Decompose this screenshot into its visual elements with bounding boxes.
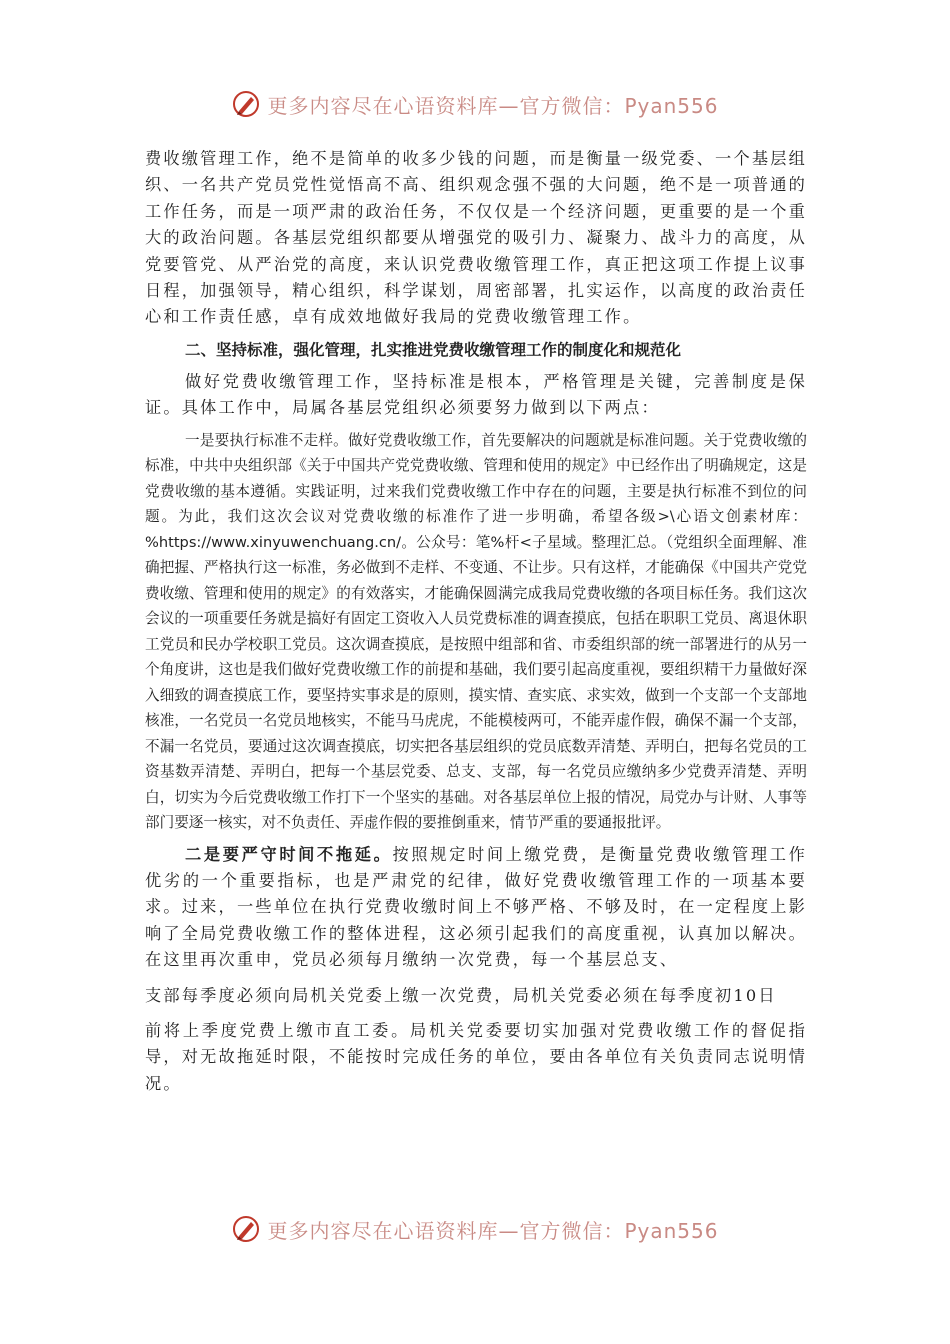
paragraph-2: 做好党费收缴管理工作，坚持标准是根本，严格管理是关键，完善制度是保证。具体工作中，局属各基层党组织必须要努力做到以下两点： bbox=[145, 371, 807, 418]
paragraph-6: 前将上季度党费上缴市直工委。局机关党委要切实加强对党费收缴工作的督促指导，对无故拖延时限，不能按时完成任务的单位，要由各单位有关负责同志说明情况。 bbox=[145, 1020, 807, 1093]
pen-logo-icon bbox=[231, 89, 261, 119]
paragraph-4-rest: 按照规定时间上缴党费，是衡量党费收缴管理工作优劣的一个重要指标，也是严肃党的纪律，做好党费收缴管理工作的一项基本要求。过来，一些单位在执行党费收缴时间上不够严格、不够及时，在一定程度上影响了全局党费收缴工作的整体进程，这必须引起我们的高度重视，认真加以解决。在这里再次重申，党员必须每月缴纳一次党费，每一个基层总支、 bbox=[145, 844, 808, 970]
paragraph-1: 费收缴管理工作，绝不是简单的收多少钱的问题，而是衡量一级党委、一个基层组织、一名共产党员党性觉悟高不高、组织观念强不强的大问题，绝不是一项普通的工作任务，而是一项严肃的政治任务，不仅仅是一个经济问题，更重要的是一个重大的政治问题。各基层党组织都要从增强党的吸引力、凝聚力、战斗力的高度，从党要管党、从严治党的高度，来认识党费收缴管理工作，真正把这项工作提上议事日程，加强领导，精心组织，科学谋划，周密部署，扎实运作，以高度的政治责任心和工作责任感，卓有成效地做好我局的党费收缴管理工作。 bbox=[145, 149, 807, 327]
banner-text: 更多内容尽在心语资料库—官方微信：Pyan556 bbox=[267, 93, 719, 118]
banner-text: 更多内容尽在心语资料库—官方微信：Pyan556 bbox=[267, 1218, 719, 1243]
header-banner bbox=[0, 84, 950, 124]
footer-banner bbox=[0, 1209, 950, 1249]
pen-logo-icon bbox=[231, 1214, 261, 1244]
paragraph-4-lead: 二是要严守时间不拖延。 bbox=[185, 844, 393, 864]
paragraph-5: 支部每季度必须向局机关党委上缴一次党费，局机关党委必须在每季度初10日 bbox=[145, 985, 777, 1005]
section-heading-2: 二、坚持标准，强化管理，扎实推进党费收缴管理工作的制度化和规范化 bbox=[185, 340, 682, 359]
document-body bbox=[145, 146, 807, 1097]
paragraph-3: 一是要执行标准不走样。做好党费收缴工作，首先要解决的问题就是标准问题。关于党费收缴的标准，中共中央组织部《关于中国共产党党费收缴、管理和使用的规定》中已经作出了明确规定，这是党费收缴的基本遵循。实践证明，过来我们党费收缴工作中存在的问题，主要是执行标准不到位的问题。为此，我们这次会议对党费收缴的标准作了进一步明确，希望各级>\心语文创素材库：%https://www.xinyuwenchuang.cn/。公众号：笔%杆<子星域。整理汇总。（党组织全面理解、准确把握、严格执行这一标准，务必做到不走样、不变通、不让步。只有这样，才能确保《中国共产党党费收缴、管理和使用的规定》的有效落实，才能确保圆满完成我局党费收缴的各项目标任务。我们这次会议的一项重要任务就是搞好有固定工资收入人员党费标准的调查摸底，包括在职职工党员、离退休职工党员和民办学校职工党员。这次调查摸底，是按照中组部和省、市委组织部的统一部署进行的从另一个角度讲，这也是我们做好党费收缴工作的前提和基础，我们要引起高度重视，要组织精干力量做好深入细致的调查摸底工作，要坚持实事求是的原则，摸实情、查实底、求实效，做到一个支部一个支部地核准，一名党员一名党员地核实，不能马马虎虎，不能模棱两可，不能弄虚作假，确保不漏一个支部，不漏一名党员，要通过这次调查摸底，切实把各基层组织的党员底数弄清楚、弄明白，把每名党员的工资基数弄清楚、弄明白，把每一个基层党委、总支、支部，每一名党员应缴纳多少党费弄清楚、弄明白，切实为今后党费收缴工作打下一个坚实的基础。对各基层单位上报的情况，局党办与计财、人事等部门要逐一核实，对不负责任、弄虚作假的要推倒重来，情节严重的要通报批评。 bbox=[145, 431, 807, 832]
paragraph-4 bbox=[145, 842, 807, 974]
